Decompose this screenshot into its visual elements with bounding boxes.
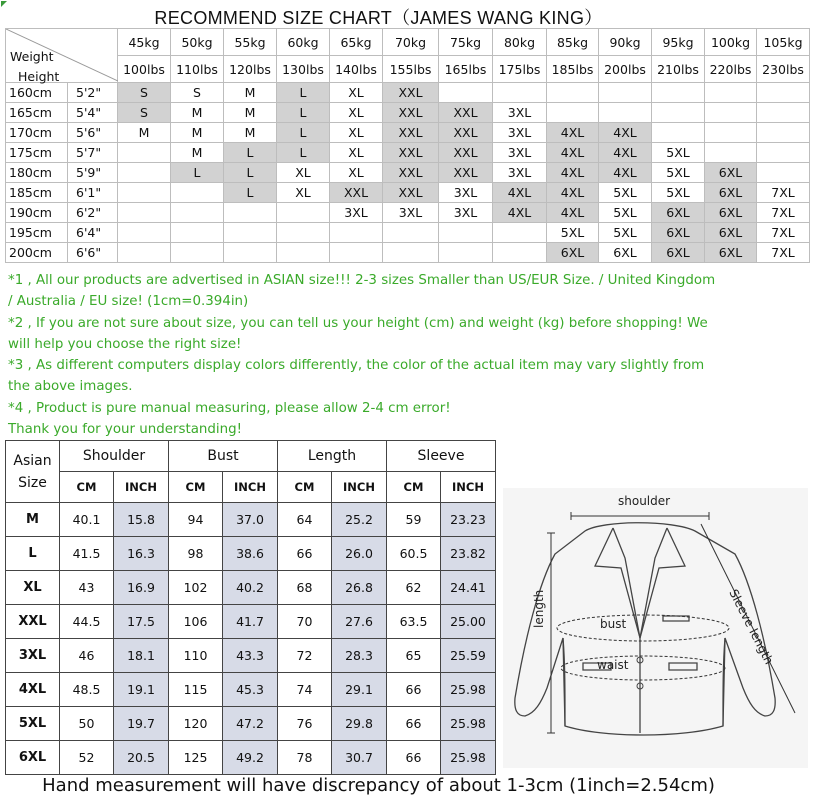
weight-kg-header: 85kg xyxy=(547,29,599,56)
unit-header: CM xyxy=(60,472,114,503)
measure-value-cell: 25.98 xyxy=(441,741,496,775)
weight-label: Weight xyxy=(10,49,54,64)
table-row xyxy=(6,571,496,605)
size-cell: 7XL xyxy=(757,223,810,243)
measure-value-cell: 66 xyxy=(387,673,441,707)
size-cell: S xyxy=(118,103,171,123)
size-cell: XXL xyxy=(383,103,439,123)
size-cell xyxy=(757,103,810,123)
table-row xyxy=(6,537,496,571)
size-cell: 6XL xyxy=(652,203,705,223)
size-cell: 6XL xyxy=(705,203,757,223)
size-cell xyxy=(705,103,757,123)
unit-header: CM xyxy=(278,472,332,503)
table-row xyxy=(6,707,496,741)
size-cell: 4XL xyxy=(547,203,599,223)
table-row xyxy=(6,143,810,163)
measure-value-cell: 125 xyxy=(169,741,223,775)
asian-size-header-line1: Asian xyxy=(13,452,52,469)
note-line: *3 , As different computers display colors differently, the color of the actual item may vary slightly from xyxy=(8,358,705,374)
size-cell: XL xyxy=(330,143,383,163)
size-cell: 3XL xyxy=(439,183,493,203)
height-cm-cell: 180cm xyxy=(6,163,68,183)
measure-value-cell: 110 xyxy=(169,639,223,673)
size-cell: M xyxy=(224,103,277,123)
measure-value-cell: 25.98 xyxy=(441,707,496,741)
size-cell: 4XL xyxy=(547,123,599,143)
size-cell: L xyxy=(224,143,277,163)
measure-value-cell: 49.2 xyxy=(223,741,278,775)
size-cell: 6XL xyxy=(705,163,757,183)
size-cell: M xyxy=(224,83,277,103)
size-cell: 3XL xyxy=(493,103,547,123)
size-cell: XXL xyxy=(383,143,439,163)
size-cell: 4XL xyxy=(547,163,599,183)
weight-lbs-header: 130lbs xyxy=(277,56,330,83)
size-cell: 3XL xyxy=(493,143,547,163)
size-cell xyxy=(652,103,705,123)
size-cell: L xyxy=(171,163,224,183)
size-cell: 4XL xyxy=(493,183,547,203)
height-cm-cell: 160cm xyxy=(6,83,68,103)
size-cell xyxy=(652,83,705,103)
size-label-cell: XXL xyxy=(6,605,60,639)
height-inch-cell: 5'7" xyxy=(68,143,118,163)
size-cell xyxy=(439,83,493,103)
measure-value-cell: 46 xyxy=(60,639,114,673)
measure-value-cell: 23.82 xyxy=(441,537,496,571)
measure-value-cell: 24.41 xyxy=(441,571,496,605)
weight-lbs-header: 185lbs xyxy=(547,56,599,83)
size-label-cell: 4XL xyxy=(6,673,60,707)
measure-value-cell: 19.7 xyxy=(114,707,169,741)
size-cell xyxy=(330,223,383,243)
measure-value-cell: 94 xyxy=(169,503,223,537)
size-cell: L xyxy=(277,103,330,123)
size-cell xyxy=(705,83,757,103)
measure-value-cell: 44.5 xyxy=(60,605,114,639)
measure-value-cell: 27.6 xyxy=(332,605,387,639)
measure-value-cell: 120 xyxy=(169,707,223,741)
table-row xyxy=(6,103,810,123)
size-cell: 5XL xyxy=(652,163,705,183)
weight-kg-header: 80kg xyxy=(493,29,547,56)
height-inch-cell: 6'1" xyxy=(68,183,118,203)
weight-kg-header: 60kg xyxy=(277,29,330,56)
weight-kg-header: 90kg xyxy=(599,29,652,56)
size-cell: L xyxy=(277,123,330,143)
size-cell: XL xyxy=(277,163,330,183)
size-cell: 5XL xyxy=(652,183,705,203)
size-cell: 4XL xyxy=(493,203,547,223)
table-row xyxy=(6,673,496,707)
measure-value-cell: 19.1 xyxy=(114,673,169,707)
size-cell xyxy=(493,243,547,263)
height-cm-cell: 185cm xyxy=(6,183,68,203)
height-cm-cell: 175cm xyxy=(6,143,68,163)
weight-lbs-header: 120lbs xyxy=(224,56,277,83)
size-cell: XL xyxy=(330,123,383,143)
size-cell xyxy=(277,243,330,263)
measure-value-cell: 41.7 xyxy=(223,605,278,639)
size-cell: 6XL xyxy=(652,223,705,243)
size-cell: 4XL xyxy=(547,183,599,203)
measure-value-cell: 66 xyxy=(387,741,441,775)
size-cell: L xyxy=(224,163,277,183)
measure-value-cell: 20.5 xyxy=(114,741,169,775)
weight-kg-header: 65kg xyxy=(330,29,383,56)
measure-group-header: Length xyxy=(278,441,387,472)
size-cell xyxy=(171,183,224,203)
weight-kg-header: 75kg xyxy=(439,29,493,56)
size-cell: M xyxy=(171,103,224,123)
footer-note: Hand measurement will have discrepancy of about 1-3cm (1inch=2.54cm) xyxy=(42,775,715,796)
measure-value-cell: 115 xyxy=(169,673,223,707)
measure-value-cell: 29.1 xyxy=(332,673,387,707)
size-cell: 3XL xyxy=(439,203,493,223)
size-cell xyxy=(277,203,330,223)
measure-value-cell: 43 xyxy=(60,571,114,605)
header-corner-cell xyxy=(6,29,118,83)
measure-value-cell: 62 xyxy=(387,571,441,605)
size-label-cell: 3XL xyxy=(6,639,60,673)
measure-value-cell: 25.59 xyxy=(441,639,496,673)
size-cell xyxy=(171,203,224,223)
table-row xyxy=(6,163,810,183)
measure-value-cell: 23.23 xyxy=(441,503,496,537)
sleeve-label: Sleeve length xyxy=(726,587,777,667)
length-label: length xyxy=(532,589,546,628)
asian-size-header xyxy=(6,441,60,503)
size-cell xyxy=(224,203,277,223)
table-row xyxy=(6,183,810,203)
measure-value-cell: 59 xyxy=(387,503,441,537)
weight-lbs-header: 230lbs xyxy=(757,56,810,83)
height-inch-cell: 6'4" xyxy=(68,223,118,243)
measure-value-cell: 98 xyxy=(169,537,223,571)
size-cell: S xyxy=(118,83,171,103)
height-label: Height xyxy=(18,69,60,84)
measure-value-cell: 25.2 xyxy=(332,503,387,537)
measure-value-cell: 15.8 xyxy=(114,503,169,537)
size-cell: 6XL xyxy=(705,223,757,243)
page-title: RECOMMEND SIZE CHART（JAMES WANG KING） xyxy=(154,8,603,28)
size-cell xyxy=(599,83,652,103)
note-line: *2 , If you are not sure about size, you can tell us your height (cm) and weight (kg) before shopping! We xyxy=(8,315,708,331)
waist-label: waist xyxy=(597,658,629,672)
size-cell: M xyxy=(171,123,224,143)
size-cell: L xyxy=(277,83,330,103)
size-cell: XXL xyxy=(383,163,439,183)
height-cm-cell: 165cm xyxy=(6,103,68,123)
size-cell: XXL xyxy=(383,183,439,203)
weight-kg-header: 105kg xyxy=(757,29,810,56)
size-cell: 6XL xyxy=(599,243,652,263)
size-cell xyxy=(383,223,439,243)
weight-lbs-header: 110lbs xyxy=(171,56,224,83)
weight-lbs-header: 100lbs xyxy=(118,56,171,83)
table-row xyxy=(6,223,810,243)
height-inch-cell: 5'9" xyxy=(68,163,118,183)
weight-kg-header: 55kg xyxy=(224,29,277,56)
measure-value-cell: 18.1 xyxy=(114,639,169,673)
measure-value-cell: 70 xyxy=(278,605,332,639)
weight-kg-header: 50kg xyxy=(171,29,224,56)
weight-kg-header: 70kg xyxy=(383,29,439,56)
table-row xyxy=(6,83,810,103)
size-cell xyxy=(757,143,810,163)
size-cell: XL xyxy=(330,103,383,123)
size-cell: 7XL xyxy=(757,203,810,223)
measure-value-cell: 48.5 xyxy=(60,673,114,707)
size-cell: M xyxy=(118,123,171,143)
measure-value-cell: 52 xyxy=(60,741,114,775)
measure-value-cell: 106 xyxy=(169,605,223,639)
measure-value-cell: 28.3 xyxy=(332,639,387,673)
size-cell xyxy=(547,83,599,103)
measure-group-header: Bust xyxy=(169,441,278,472)
size-cell: 5XL xyxy=(599,203,652,223)
size-cell: 3XL xyxy=(383,203,439,223)
weight-lbs-header: 155lbs xyxy=(383,56,439,83)
measure-value-cell: 29.8 xyxy=(332,707,387,741)
measure-group-header: Shoulder xyxy=(60,441,169,472)
size-cell: L xyxy=(277,143,330,163)
size-cell: M xyxy=(171,143,224,163)
size-cell: 6XL xyxy=(705,183,757,203)
size-label-cell: XL xyxy=(6,571,60,605)
size-cell xyxy=(171,223,224,243)
weight-kg-header: 95kg xyxy=(652,29,705,56)
recommend-size-table xyxy=(5,28,810,263)
size-label-cell: M xyxy=(6,503,60,537)
size-cell: S xyxy=(171,83,224,103)
measure-value-cell: 65 xyxy=(387,639,441,673)
size-cell xyxy=(171,243,224,263)
measure-value-cell: 64 xyxy=(278,503,332,537)
measure-value-cell: 26.8 xyxy=(332,571,387,605)
asian-size-header-line2: Size xyxy=(18,474,47,491)
measure-value-cell: 60.5 xyxy=(387,537,441,571)
measurement-table xyxy=(5,440,496,775)
table-row xyxy=(6,123,810,143)
table-row xyxy=(6,503,496,537)
weight-lbs-header: 165lbs xyxy=(439,56,493,83)
bust-label: bust xyxy=(600,617,627,631)
note-line: *4 , Product is pure manual measuring, please allow 2-4 cm error! xyxy=(8,400,451,416)
size-cell: 3XL xyxy=(493,163,547,183)
unit-header: INCH xyxy=(223,472,278,503)
size-cell: 4XL xyxy=(547,143,599,163)
size-cell: XXL xyxy=(383,123,439,143)
note-line: will help you choose the right size! xyxy=(8,336,242,352)
measure-value-cell: 72 xyxy=(278,639,332,673)
measure-value-cell: 38.6 xyxy=(223,537,278,571)
size-cell xyxy=(277,223,330,243)
size-cell: L xyxy=(224,183,277,203)
size-label-cell: 5XL xyxy=(6,707,60,741)
size-cell xyxy=(757,83,810,103)
size-cell xyxy=(224,223,277,243)
size-cell xyxy=(705,123,757,143)
size-cell: XXL xyxy=(439,163,493,183)
measure-value-cell: 43.3 xyxy=(223,639,278,673)
jacket-diagram xyxy=(503,488,808,768)
weight-lbs-header: 220lbs xyxy=(705,56,757,83)
shoulder-label: shoulder xyxy=(618,494,671,508)
size-cell: 3XL xyxy=(330,203,383,223)
size-cell xyxy=(547,103,599,123)
table-row xyxy=(6,605,496,639)
measure-value-cell: 40.1 xyxy=(60,503,114,537)
note-line: *1 , All our products are advertised in ASIAN size!!! 2-3 sizes Smaller than US/EUR Size. / United Kingdom xyxy=(8,273,716,288)
size-cell: 5XL xyxy=(599,183,652,203)
size-cell xyxy=(757,163,810,183)
size-cell xyxy=(118,183,171,203)
note-line: the above images. xyxy=(8,379,133,395)
unit-header: CM xyxy=(169,472,223,503)
measure-value-cell: 25.98 xyxy=(441,673,496,707)
measure-value-cell: 66 xyxy=(278,537,332,571)
measure-value-cell: 63.5 xyxy=(387,605,441,639)
size-cell: 5XL xyxy=(652,143,705,163)
measure-value-cell: 102 xyxy=(169,571,223,605)
weight-kg-header: 100kg xyxy=(705,29,757,56)
size-cell: 6XL xyxy=(547,243,599,263)
measure-value-cell: 74 xyxy=(278,673,332,707)
size-cell xyxy=(705,143,757,163)
notes xyxy=(8,270,808,440)
size-cell: XL xyxy=(330,163,383,183)
measure-value-cell: 47.2 xyxy=(223,707,278,741)
height-inch-cell: 6'6" xyxy=(68,243,118,263)
height-inch-cell: 5'4" xyxy=(68,103,118,123)
measure-value-cell: 78 xyxy=(278,741,332,775)
size-cell: 4XL xyxy=(599,163,652,183)
size-cell: XXL xyxy=(439,123,493,143)
size-cell: XL xyxy=(330,83,383,103)
size-cell xyxy=(118,163,171,183)
size-cell: XXL xyxy=(330,183,383,203)
height-inch-cell: 5'2" xyxy=(68,83,118,103)
size-cell xyxy=(493,83,547,103)
size-cell xyxy=(118,143,171,163)
size-cell: XL xyxy=(277,183,330,203)
size-cell: 3XL xyxy=(493,123,547,143)
size-cell xyxy=(439,223,493,243)
size-cell xyxy=(599,103,652,123)
measure-group-header: Sleeve xyxy=(387,441,496,472)
size-cell xyxy=(224,243,277,263)
table-row xyxy=(6,741,496,775)
height-cm-cell: 190cm xyxy=(6,203,68,223)
size-cell: XXL xyxy=(439,143,493,163)
height-cm-cell: 195cm xyxy=(6,223,68,243)
unit-header: INCH xyxy=(441,472,496,503)
height-cm-cell: 170cm xyxy=(6,123,68,143)
size-cell xyxy=(118,223,171,243)
size-cell xyxy=(652,123,705,143)
size-label-cell: L xyxy=(6,537,60,571)
size-cell: 7XL xyxy=(757,183,810,203)
size-cell: XXL xyxy=(383,83,439,103)
unit-header: INCH xyxy=(332,472,387,503)
weight-lbs-header: 210lbs xyxy=(652,56,705,83)
size-cell: 4XL xyxy=(599,123,652,143)
measure-value-cell: 30.7 xyxy=(332,741,387,775)
unit-header: INCH xyxy=(114,472,169,503)
weight-lbs-header: 140lbs xyxy=(330,56,383,83)
measure-value-cell: 50 xyxy=(60,707,114,741)
height-inch-cell: 5'6" xyxy=(68,123,118,143)
size-cell xyxy=(330,243,383,263)
height-inch-cell: 6'2" xyxy=(68,203,118,223)
size-cell xyxy=(118,243,171,263)
note-line: / Australia / EU size! (1cm=0.394in) xyxy=(8,294,249,310)
measure-value-cell: 16.3 xyxy=(114,537,169,571)
size-cell xyxy=(439,243,493,263)
height-cm-cell: 200cm xyxy=(6,243,68,263)
size-label-cell: 6XL xyxy=(6,741,60,775)
size-cell: 6XL xyxy=(652,243,705,263)
size-cell: 5XL xyxy=(599,223,652,243)
measure-value-cell: 16.9 xyxy=(114,571,169,605)
table-row xyxy=(6,203,810,223)
table-row xyxy=(6,243,810,263)
size-cell: 6XL xyxy=(705,243,757,263)
size-cell: 5XL xyxy=(547,223,599,243)
size-cell xyxy=(493,223,547,243)
weight-lbs-header: 175lbs xyxy=(493,56,547,83)
size-cell: M xyxy=(224,123,277,143)
measure-value-cell: 41.5 xyxy=(60,537,114,571)
measure-value-cell: 68 xyxy=(278,571,332,605)
measure-value-cell: 37.0 xyxy=(223,503,278,537)
measure-value-cell: 40.2 xyxy=(223,571,278,605)
size-cell: XXL xyxy=(439,103,493,123)
table-row xyxy=(6,639,496,673)
measure-value-cell: 66 xyxy=(387,707,441,741)
size-cell: 4XL xyxy=(599,143,652,163)
size-cell xyxy=(118,203,171,223)
weight-kg-header: 45kg xyxy=(118,29,171,56)
measure-value-cell: 76 xyxy=(278,707,332,741)
unit-header: CM xyxy=(387,472,441,503)
size-cell xyxy=(757,123,810,143)
note-line: Thank you for your understanding! xyxy=(8,422,242,438)
measure-value-cell: 17.5 xyxy=(114,605,169,639)
size-cell xyxy=(383,243,439,263)
size-cell: 7XL xyxy=(757,243,810,263)
measure-value-cell: 25.00 xyxy=(441,605,496,639)
weight-lbs-header: 200lbs xyxy=(599,56,652,83)
measure-value-cell: 26.0 xyxy=(332,537,387,571)
measure-value-cell: 45.3 xyxy=(223,673,278,707)
